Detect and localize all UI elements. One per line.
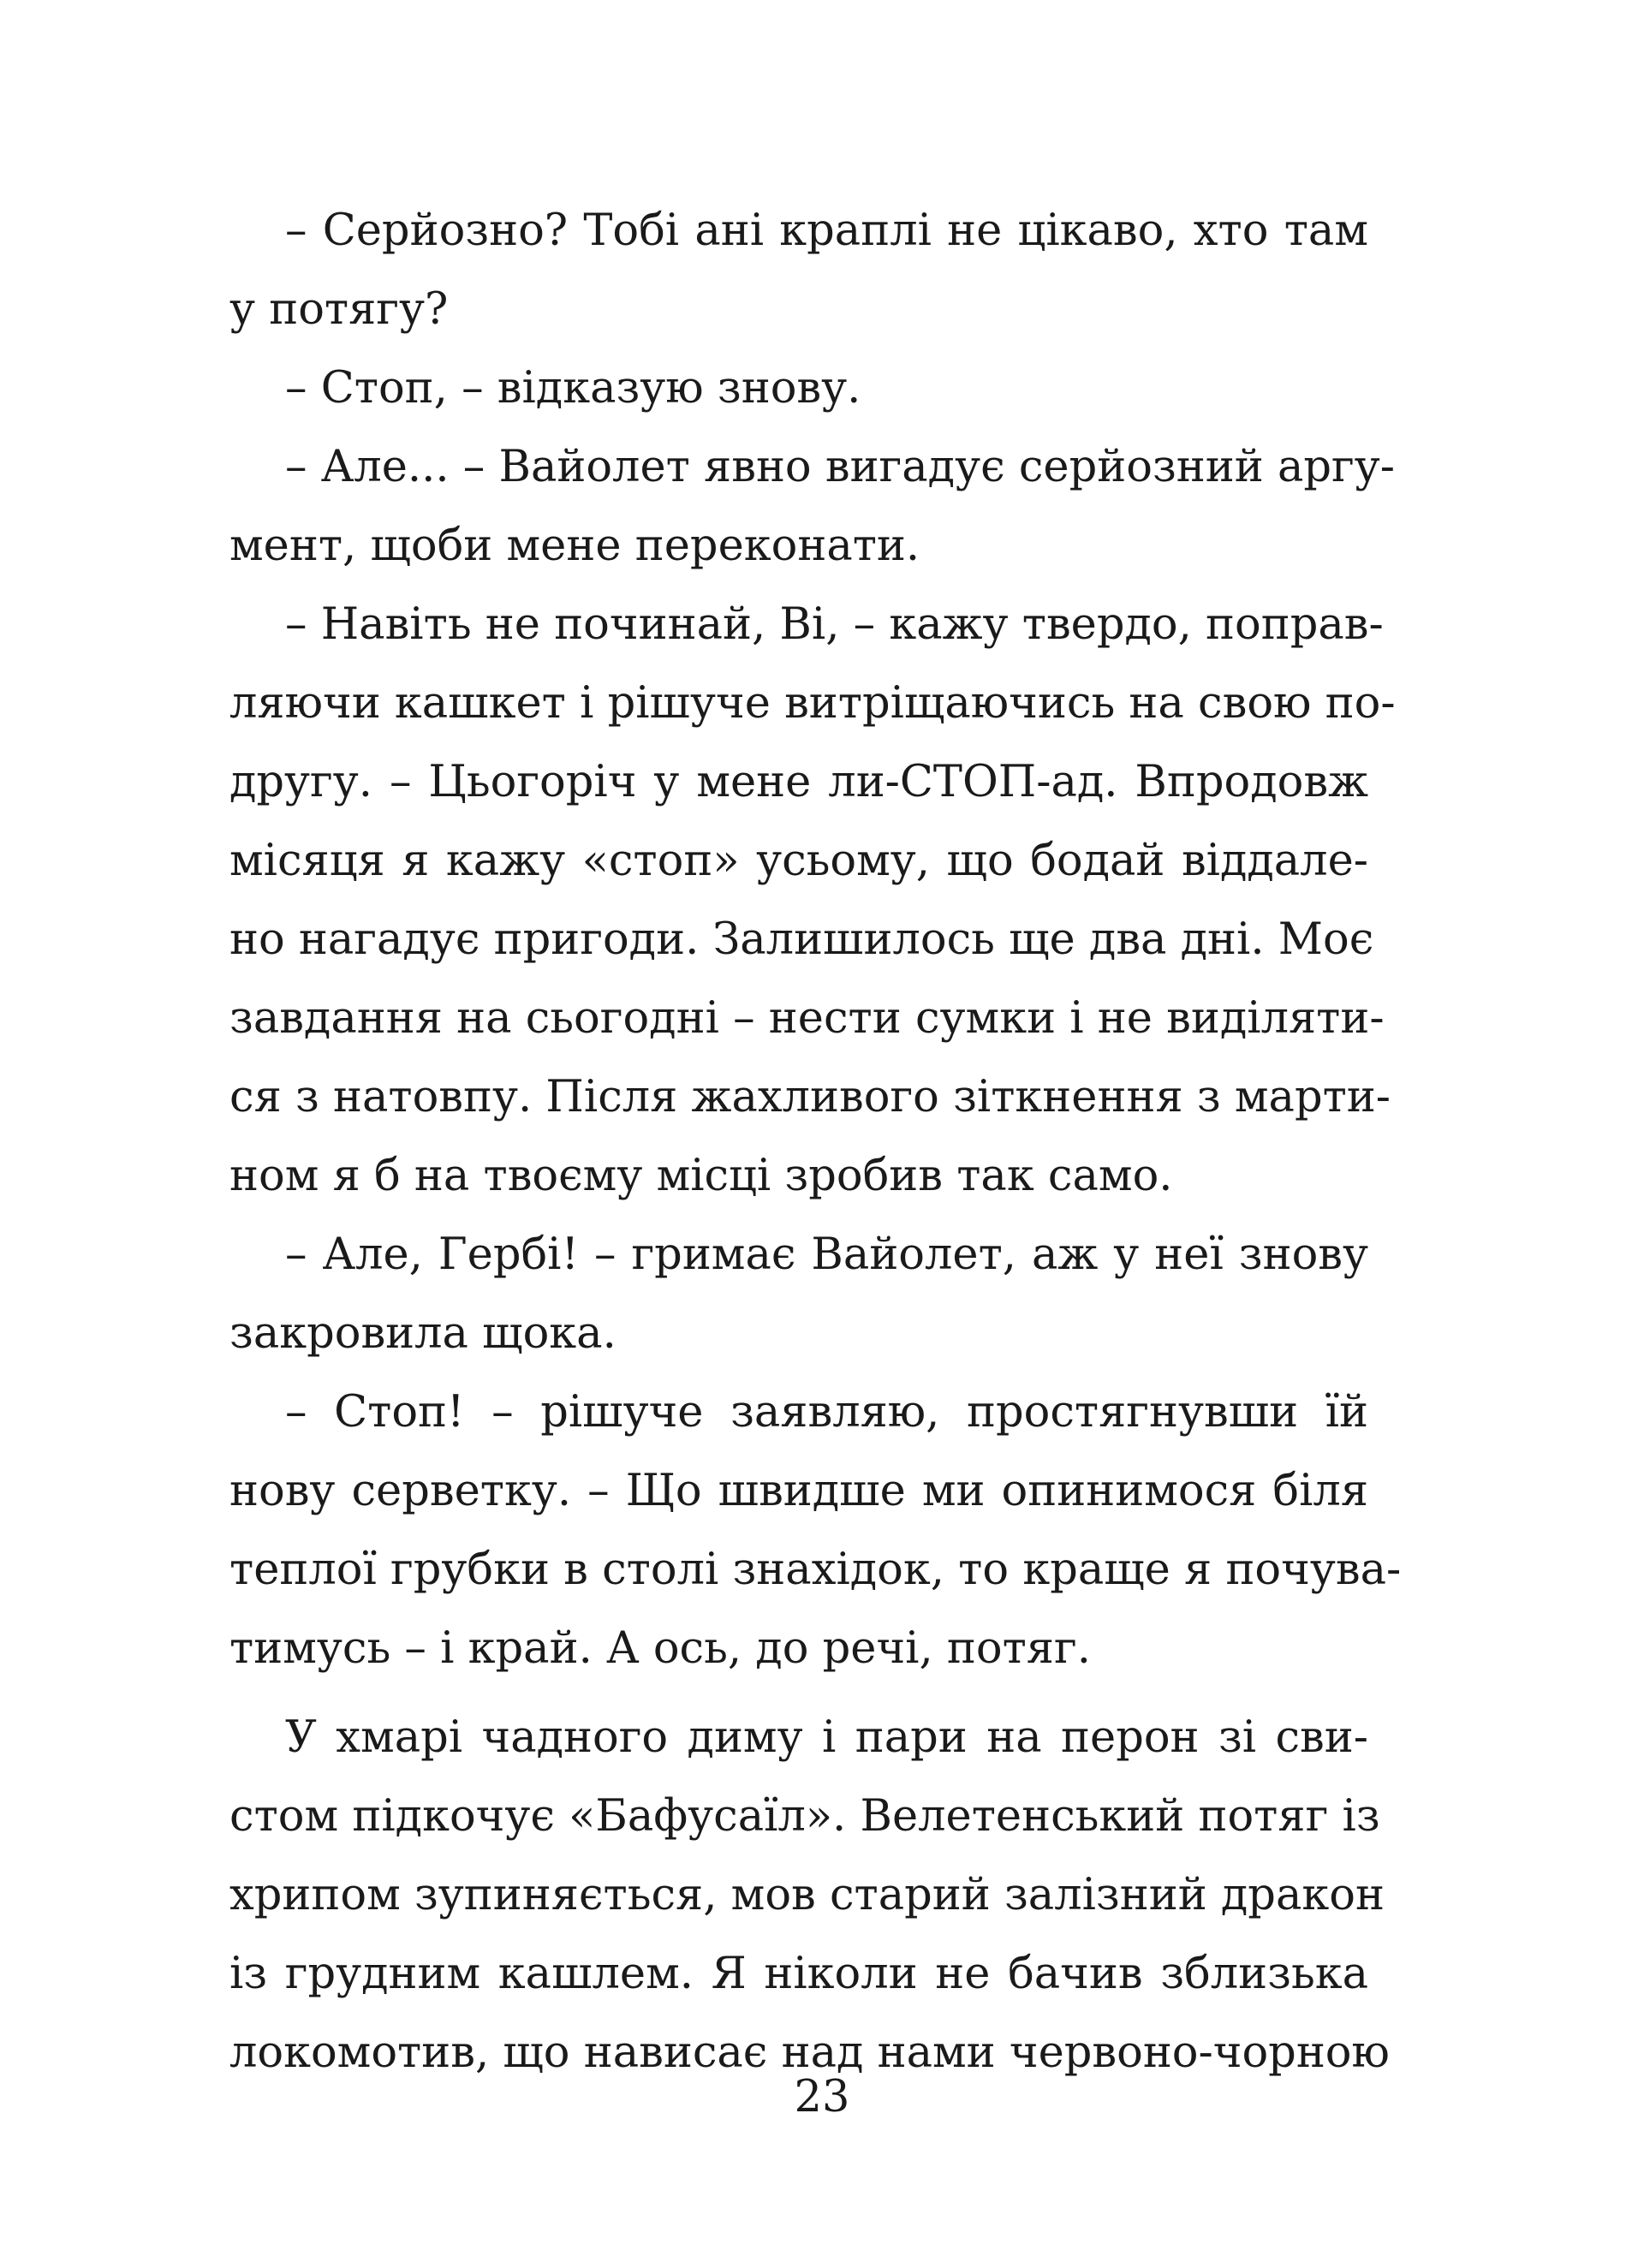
text-line: ном я б на твоєму місці зробив так само.	[229, 1151, 1173, 1201]
text-line: із грудним кашлем. Я ніколи не бачив зблизька	[229, 1949, 1368, 1999]
text-line: У хмарі чадного диму і пари на перон зі сви-	[285, 1712, 1368, 1763]
text-line: другу. – Цьогоріч у мене ли-СТОП-ад. Впродовж	[229, 757, 1368, 807]
text-line: – Але... – Вайолет явно вигадує серйозний аргу-	[285, 442, 1395, 492]
text-line: нову серветку. – Що швидше ми опинимося біля	[229, 1466, 1368, 1516]
page-number: 23	[794, 2072, 850, 2122]
text-line: ся з натовпу. Після жахливого зіткнення з марти-	[229, 1072, 1391, 1122]
text-line: теплої грубки в столі знахідок, то краще я почува-	[229, 1545, 1402, 1595]
text-line: завдання на сьогодні – нести сумки і не виділяти-	[229, 993, 1385, 1044]
text-line: – Але, Гербі! – гримає Вайолет, аж у неї знову	[285, 1229, 1368, 1280]
text-line: локомотив, що нависає над нами червоно-чорною	[229, 2027, 1390, 2078]
text-line: – Навіть не починай, Ві, – кажу твердо, поправ-	[285, 599, 1384, 650]
text-line: тимусь – і край. А ось, до речі, потяг.	[229, 1623, 1091, 1674]
text-line: но нагадує пригоди. Залишилось ще два дні. Моє	[229, 914, 1374, 965]
text-line: мент, щоби мене переконати.	[229, 521, 920, 571]
text-line: у потягу?	[229, 284, 449, 335]
text-line: ляючи кашкет і рішуче витріщаючись на свою по-	[229, 678, 1396, 729]
text-line: стом підкочує «Бафусаїл». Велетенський потяг із	[229, 1791, 1380, 1842]
text-line: – Стоп! – рішуче заявляю, простягнувши їй	[285, 1387, 1368, 1438]
text-line: – Стоп, – відказую знову.	[285, 363, 861, 414]
text-line: хрипом зупиняється, мов старий залізний дракон	[229, 1870, 1385, 1920]
body-text	[229, 192, 1402, 2092]
text-line: місяця я кажу «стоп» усьому, що бодай віддале-	[229, 836, 1368, 886]
text-line: закровила щока.	[229, 1308, 616, 1359]
text-line: – Серйозно? Тобі ані краплі не цікаво, хто там	[285, 205, 1368, 256]
